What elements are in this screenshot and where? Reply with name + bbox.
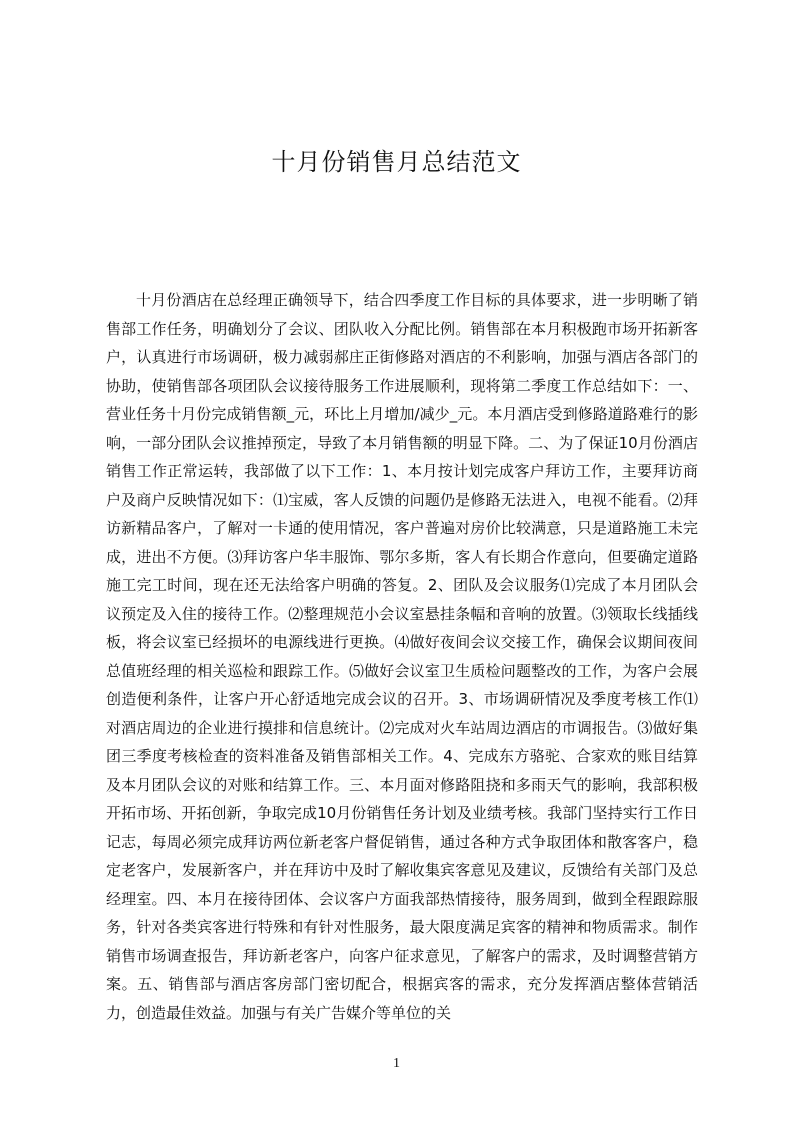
- document-title: 十月份销售月总结范文: [271, 148, 522, 176]
- page-number: 1: [393, 1056, 400, 1071]
- document-body-paragraph: 十月份酒店在总经理正确领导下，结合四季度工作目标的具体要求，进一步明晰了销售部工作任务，明确划分了会议、团队收入分配比例。销售部在本月积极跑市场开拓新客户，认真进行市场调研，极力减弱郝庄正街修路对酒店的不利影响，加强与酒店各部门的协助，使销售部各项团队会议接待服务工作进展顺利，现将第二季度工作总结如下：一、营业任务十月份完成销售额_元，环比上月增加/减少_元。本月酒店受到修路道路难行的影响，一部分团队会议推掉预定，导致了本月销售额的明显下降。二、为了保证10月份酒店销售工作正常运转，我部做了以下工作：1、本月按计划完成客户拜访工作，主要拜访商户及商户反映情况如下：⑴宝威，客人反馈的问题仍是修路无法进入，电视不能看。⑵拜访新精品客户，了解对一卡通的使用情况，客户普遍对房价比较满意，只是道路施工未完成，进出不方便。⑶拜访客户华丰服饰、鄂尔多斯，客人有长期合作意向，但要确定道路施工完工时间，现在还无法给客户明确的答复。2、团队及会议服务⑴完成了本月团队会议预定及入住的接待工作。⑵整理规范小会议室悬挂条幅和音响的放置。⑶领取长线插线板，将会议室已经损坏的电源线进行更换。⑷做好夜间会议交接工作，确保会议期间夜间总值班经理的相关巡检和跟踪工作。⑸做好会议室卫生质检问题整改的工作，为客户会展创造便利条件，让客户开心舒适地完成会议的召开。3、市场调研情况及季度考核工作⑴对酒店周边的企业进行摸排和信息统计。⑵完成对火车站周边酒店的市调报告。⑶做好集团三季度考核检查的资料准备及销售部相关工作。4、完成东方骆驼、合家欢的账目结算及本月团队会议的对账和结算工作。三、本月面对修路阻挠和多雨天气的影响，我部积极开拓市场、开拓创新，争取完成10月份销售任务计划及业绩考核。我部门坚持实行工作日记志，每周必须完成拜访两位新老客户督促销售，通过各种方式争取团体和散客客户，稳定老客户，发展新客户，并在拜访中及时了解收集宾客意见及建议，反馈给有关部门及总经理室。四、本月在接待团体、会议客户方面我部热情接待，服务周到，做到全程跟踪服务，针对各类宾客进行特殊和有针对性服务，最大限度满足宾客的精神和物质需求。制作销售市场调查报告，拜访新老客户，向客户征求意见，了解客户的需求，及时调整营销方案。五、销售部与酒店客房部门密切配合，根据宾客的需求，充分发挥酒店整体营销活力，创造最佳效益。加强与有关广告媒介等单位的关: [106, 291, 698, 1022]
